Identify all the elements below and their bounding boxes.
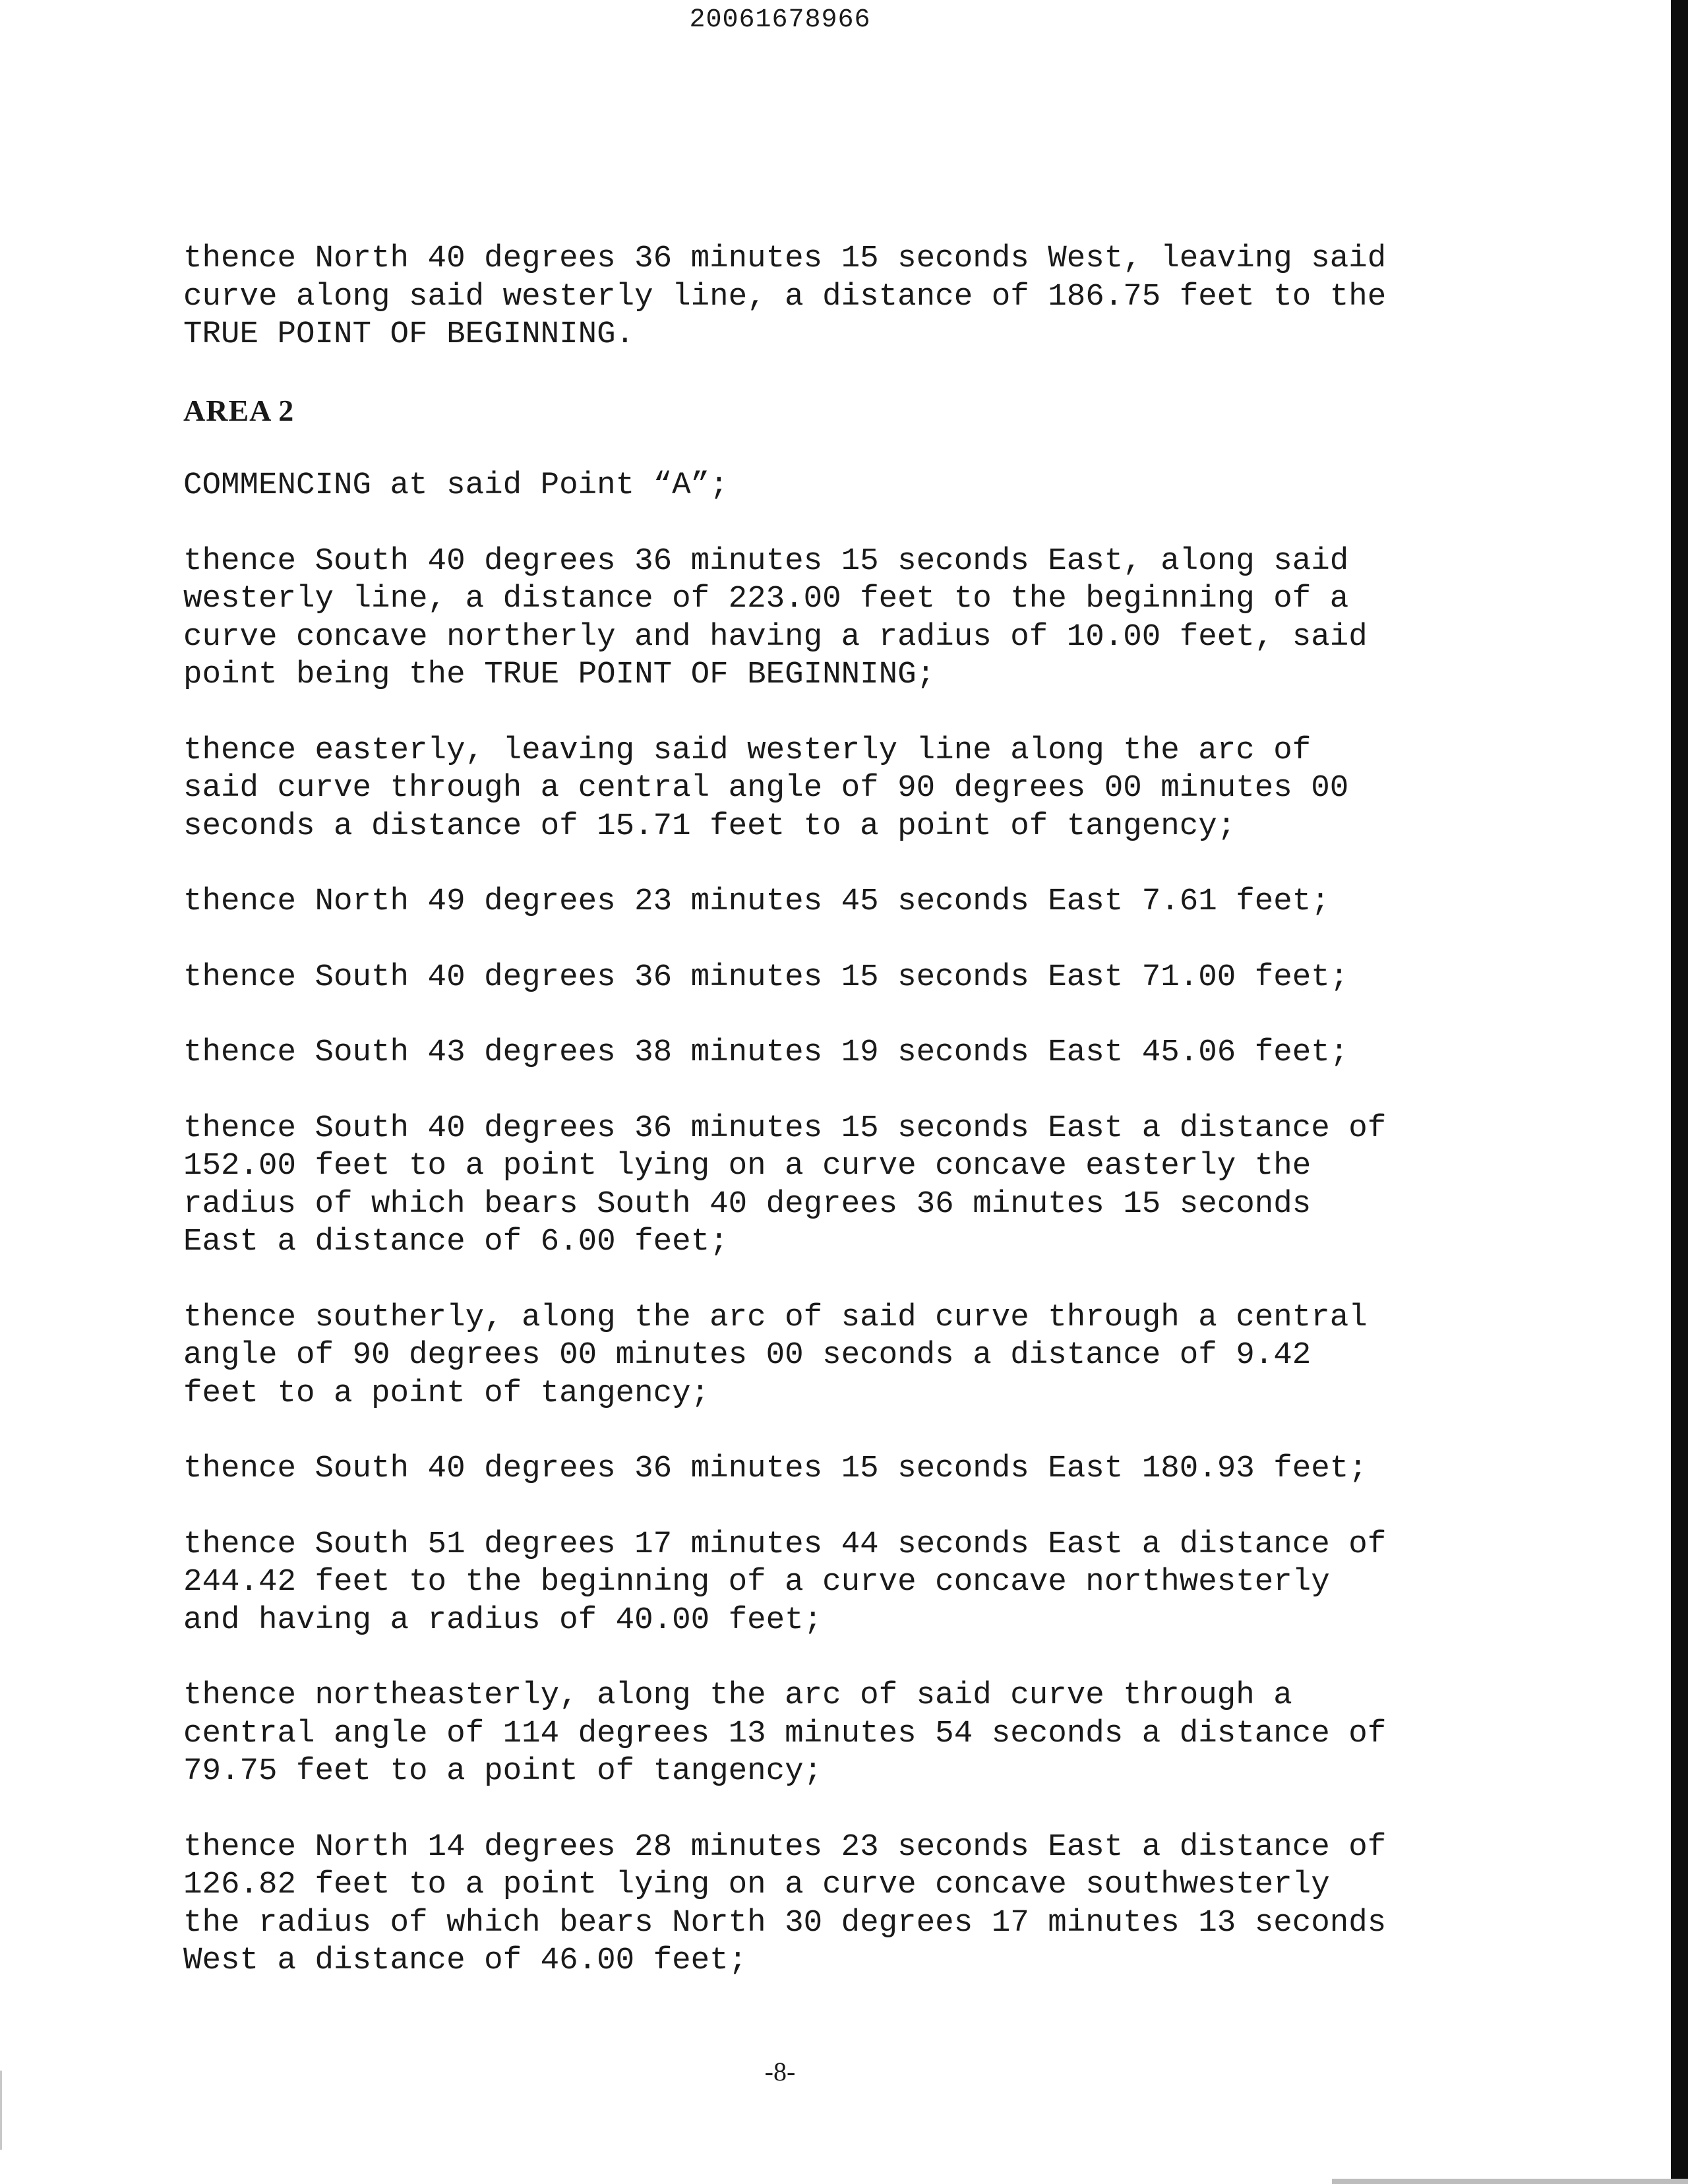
paragraph-12: thence South 51 degrees 17 minutes 44 seconds East a distance of 244.42 feet to the beginning of a curve concave northwesterly and having a radius of 40.00 feet; [183, 1526, 1387, 1638]
paragraph-14: thence North 14 degrees 28 minutes 23 seconds East a distance of 126.82 feet to a point lying on a curve concave southwesterly the radius of which bears North 30 degrees 17 minutes 13 seconds West a distance of 46.00 feet; [183, 1829, 1387, 1978]
scan-edge-bottom [1332, 2179, 1688, 2184]
paragraph-8: thence South 43 degrees 38 minutes 19 seconds East 45.06 feet; [183, 1035, 1349, 1070]
document-number: 20061678966 [689, 5, 871, 35]
paragraph-4: thence South 40 degrees 36 minutes 15 seconds East, along said westerly line, a distance of 223.00 feet to the beginning of a curve concave northerly and having a radius of 10.00 feet, said point being the TRUE POINT OF BEGINNING; [183, 543, 1368, 692]
document-body [183, 240, 1502, 2018]
paragraph-13: thence northeasterly, along the arc of said curve through a central angle of 114 degrees 13 minutes 54 seconds a distance of 79.75 feet to a point of tangency; [183, 1678, 1387, 1789]
paragraph-6: thence North 49 degrees 23 minutes 45 seconds East 7.61 feet; [183, 884, 1330, 919]
paragraph-1: thence North 40 degrees 36 minutes 15 seconds West, leaving said curve along said westerly line, a distance of 186.75 feet to the TRUE POINT OF BEGINNING. [183, 241, 1387, 352]
page-number: -8- [764, 2057, 796, 2086]
scan-edge-shadow [1671, 0, 1688, 2184]
paragraph-11: thence South 40 degrees 36 minutes 15 seconds East 180.93 feet; [183, 1451, 1368, 1486]
paragraph-7: thence South 40 degrees 36 minutes 15 seconds East 71.00 feet; [183, 959, 1349, 995]
paragraph-10: thence southerly, along the arc of said curve through a central angle of 90 degrees 00 minutes 00 seconds a distance of 9.42 feet to a point of tangency; [183, 1299, 1368, 1411]
paragraph-9: thence South 40 degrees 36 minutes 15 seconds East a distance of 152.00 feet to a point lying on a curve concave easterly the radius of which bears South 40 degrees 36 minutes 15 seconds East a distance of 6.00 feet; [183, 1110, 1387, 1259]
paragraph-5: thence easterly, leaving said westerly line along the arc of said curve through a central angle of 90 degrees 00 minutes 00 seconds a distance of 15.71 feet to a point of tangency; [183, 732, 1349, 844]
section-heading: AREA 2 [183, 393, 295, 427]
paragraph-commencing: COMMENCING at said Point “A”; [183, 468, 729, 503]
